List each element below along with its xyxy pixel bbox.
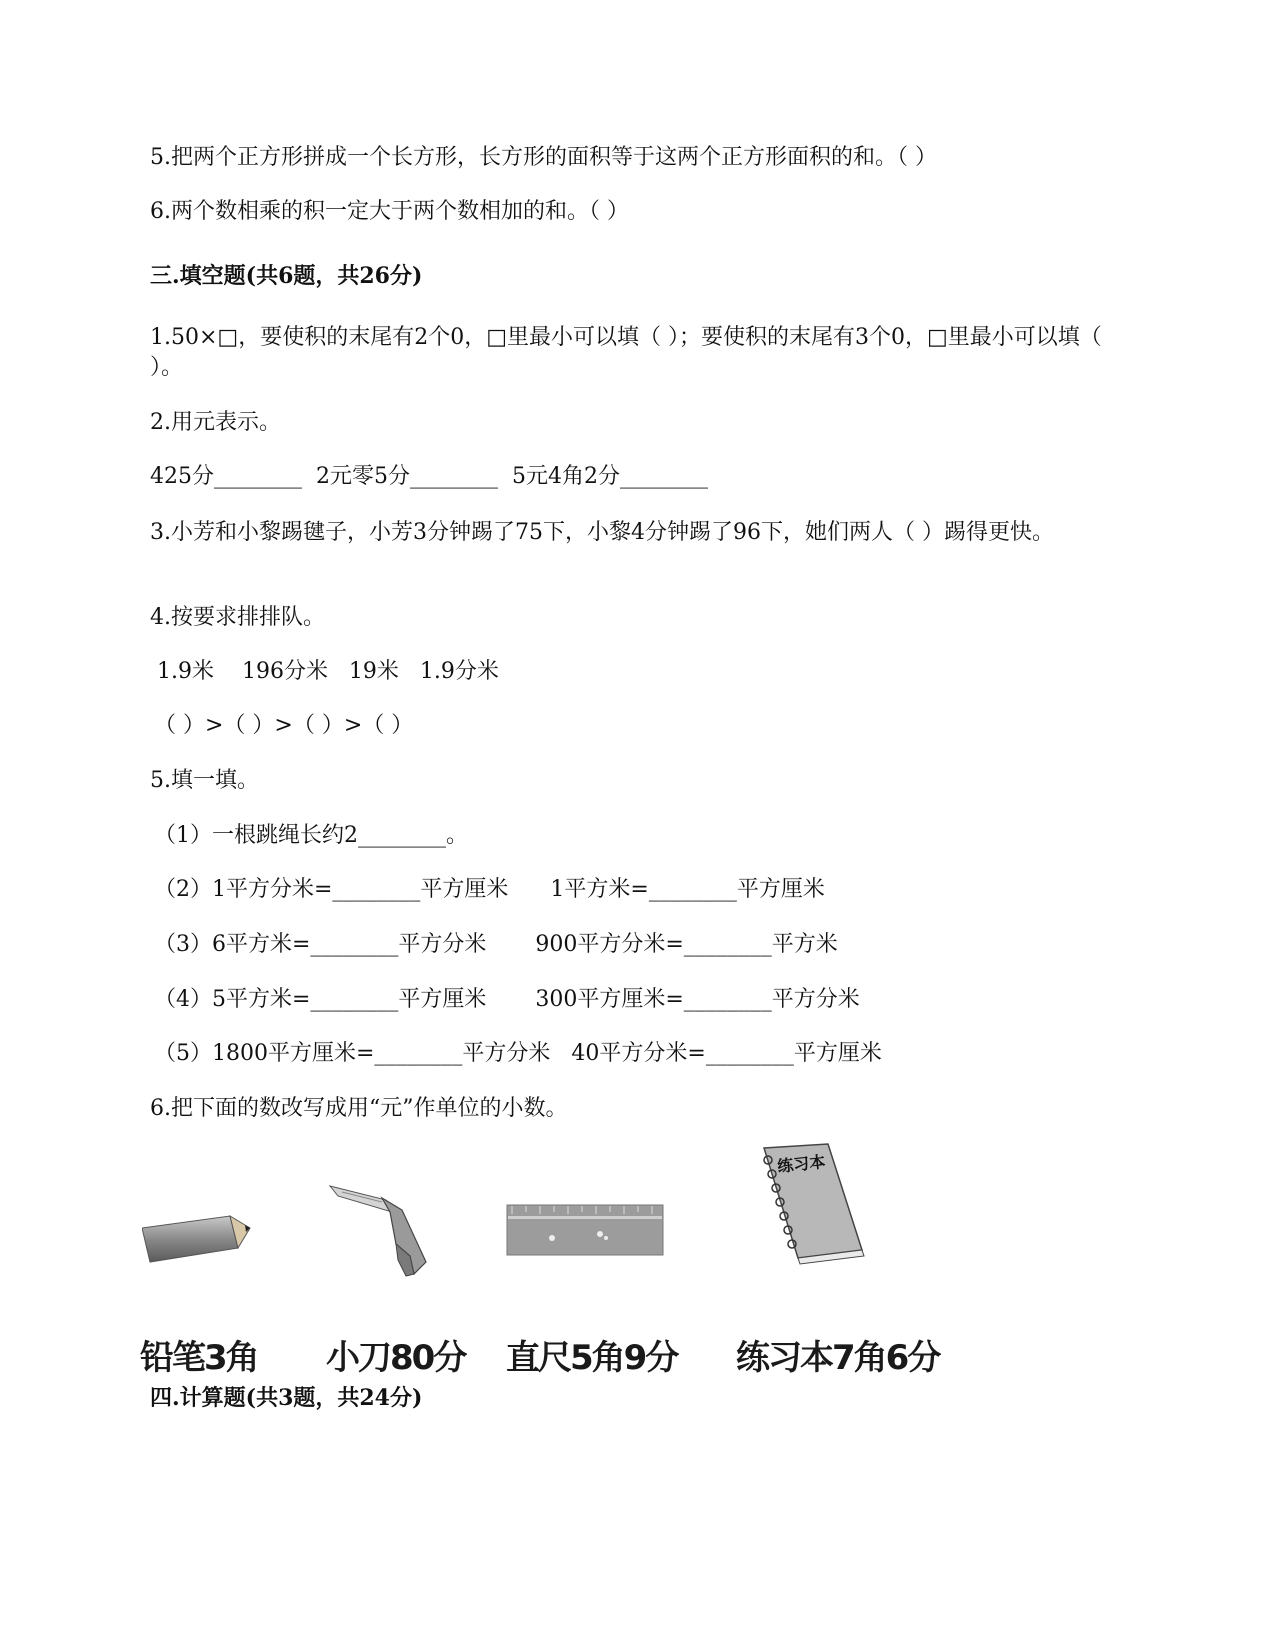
fill-question-5-item-1: （1）一根跳绳长约2________。: [154, 823, 468, 848]
knife-price-label: 小刀80分: [326, 1338, 466, 1378]
judge-question-5: 5.把两个正方形拼成一个长方形，长方形的面积等于这两个正方形面积的和。（ ）: [150, 145, 937, 170]
fill-question-3: 3.小芳和小黎踢毽子，小芳3分钟踢了75下，小黎4分钟踢了96下，她们两人（ ）踢得更快。: [150, 520, 1054, 545]
price-items: [140, 1152, 980, 1400]
fill-question-2-blanks: 425分________ 2元零5分________ 5元4角2分________: [150, 464, 708, 489]
judge-question-6: 6.两个数相乘的积一定大于两个数相加的和。（ ）: [150, 199, 629, 224]
fill-question-5-item-3: （3）6平方米=________平方分米 900平方分米=________平方米: [154, 932, 838, 957]
fill-question-4-values: 1.9米 196分米 19米 1.9分米: [150, 659, 499, 684]
notebook-icon: [758, 1142, 868, 1272]
fill-question-1: 1.50×□，要使积的末尾有2个0，□里最小可以填（ ）；要使积的末尾有3个0，□里最小可以填（ ）。: [150, 325, 1102, 380]
pencil-icon: [142, 1210, 272, 1290]
fill-question-4: 4.按要求排排队。: [150, 605, 325, 630]
fill-question-4-order: （ ）>（ ）>（ ）>（ ）: [154, 713, 414, 738]
fill-question-6: 6.把下面的数改写成用“元”作单位的小数。: [150, 1096, 568, 1121]
fill-question-5: 5.填一填。: [150, 768, 259, 793]
ruler-icon: [506, 1204, 666, 1264]
notebook-price-label: 练习本7角6分: [736, 1338, 940, 1378]
item-ruler: [506, 1190, 696, 1400]
section-3-heading: 三.填空题(共6题，共26分): [150, 263, 423, 289]
item-notebook: [736, 1152, 940, 1400]
fill-question-5-item-4: （4）5平方米=________平方厘米 300平方厘米=________平方分米: [154, 987, 860, 1012]
item-knife: [326, 1190, 486, 1400]
fill-question-5-item-2: （2）1平方分米=________平方厘米 1平方米=________平方厘米: [154, 877, 825, 902]
item-pencil: [140, 1190, 310, 1400]
fill-question-2: 2.用元表示。: [150, 410, 281, 435]
fill-question-5-item-5: （5）1800平方厘米=________平方分米 40平方分米=________平方厘米: [154, 1041, 882, 1066]
knife-icon: [326, 1182, 446, 1292]
ruler-price-label: 直尺5角9分: [506, 1338, 678, 1378]
section-4-heading: 四.计算题(共3题，共24分): [150, 1385, 423, 1411]
pencil-price-label: 铅笔3角: [140, 1338, 258, 1378]
notebook-cover-text: 练习本: [776, 1152, 827, 1176]
